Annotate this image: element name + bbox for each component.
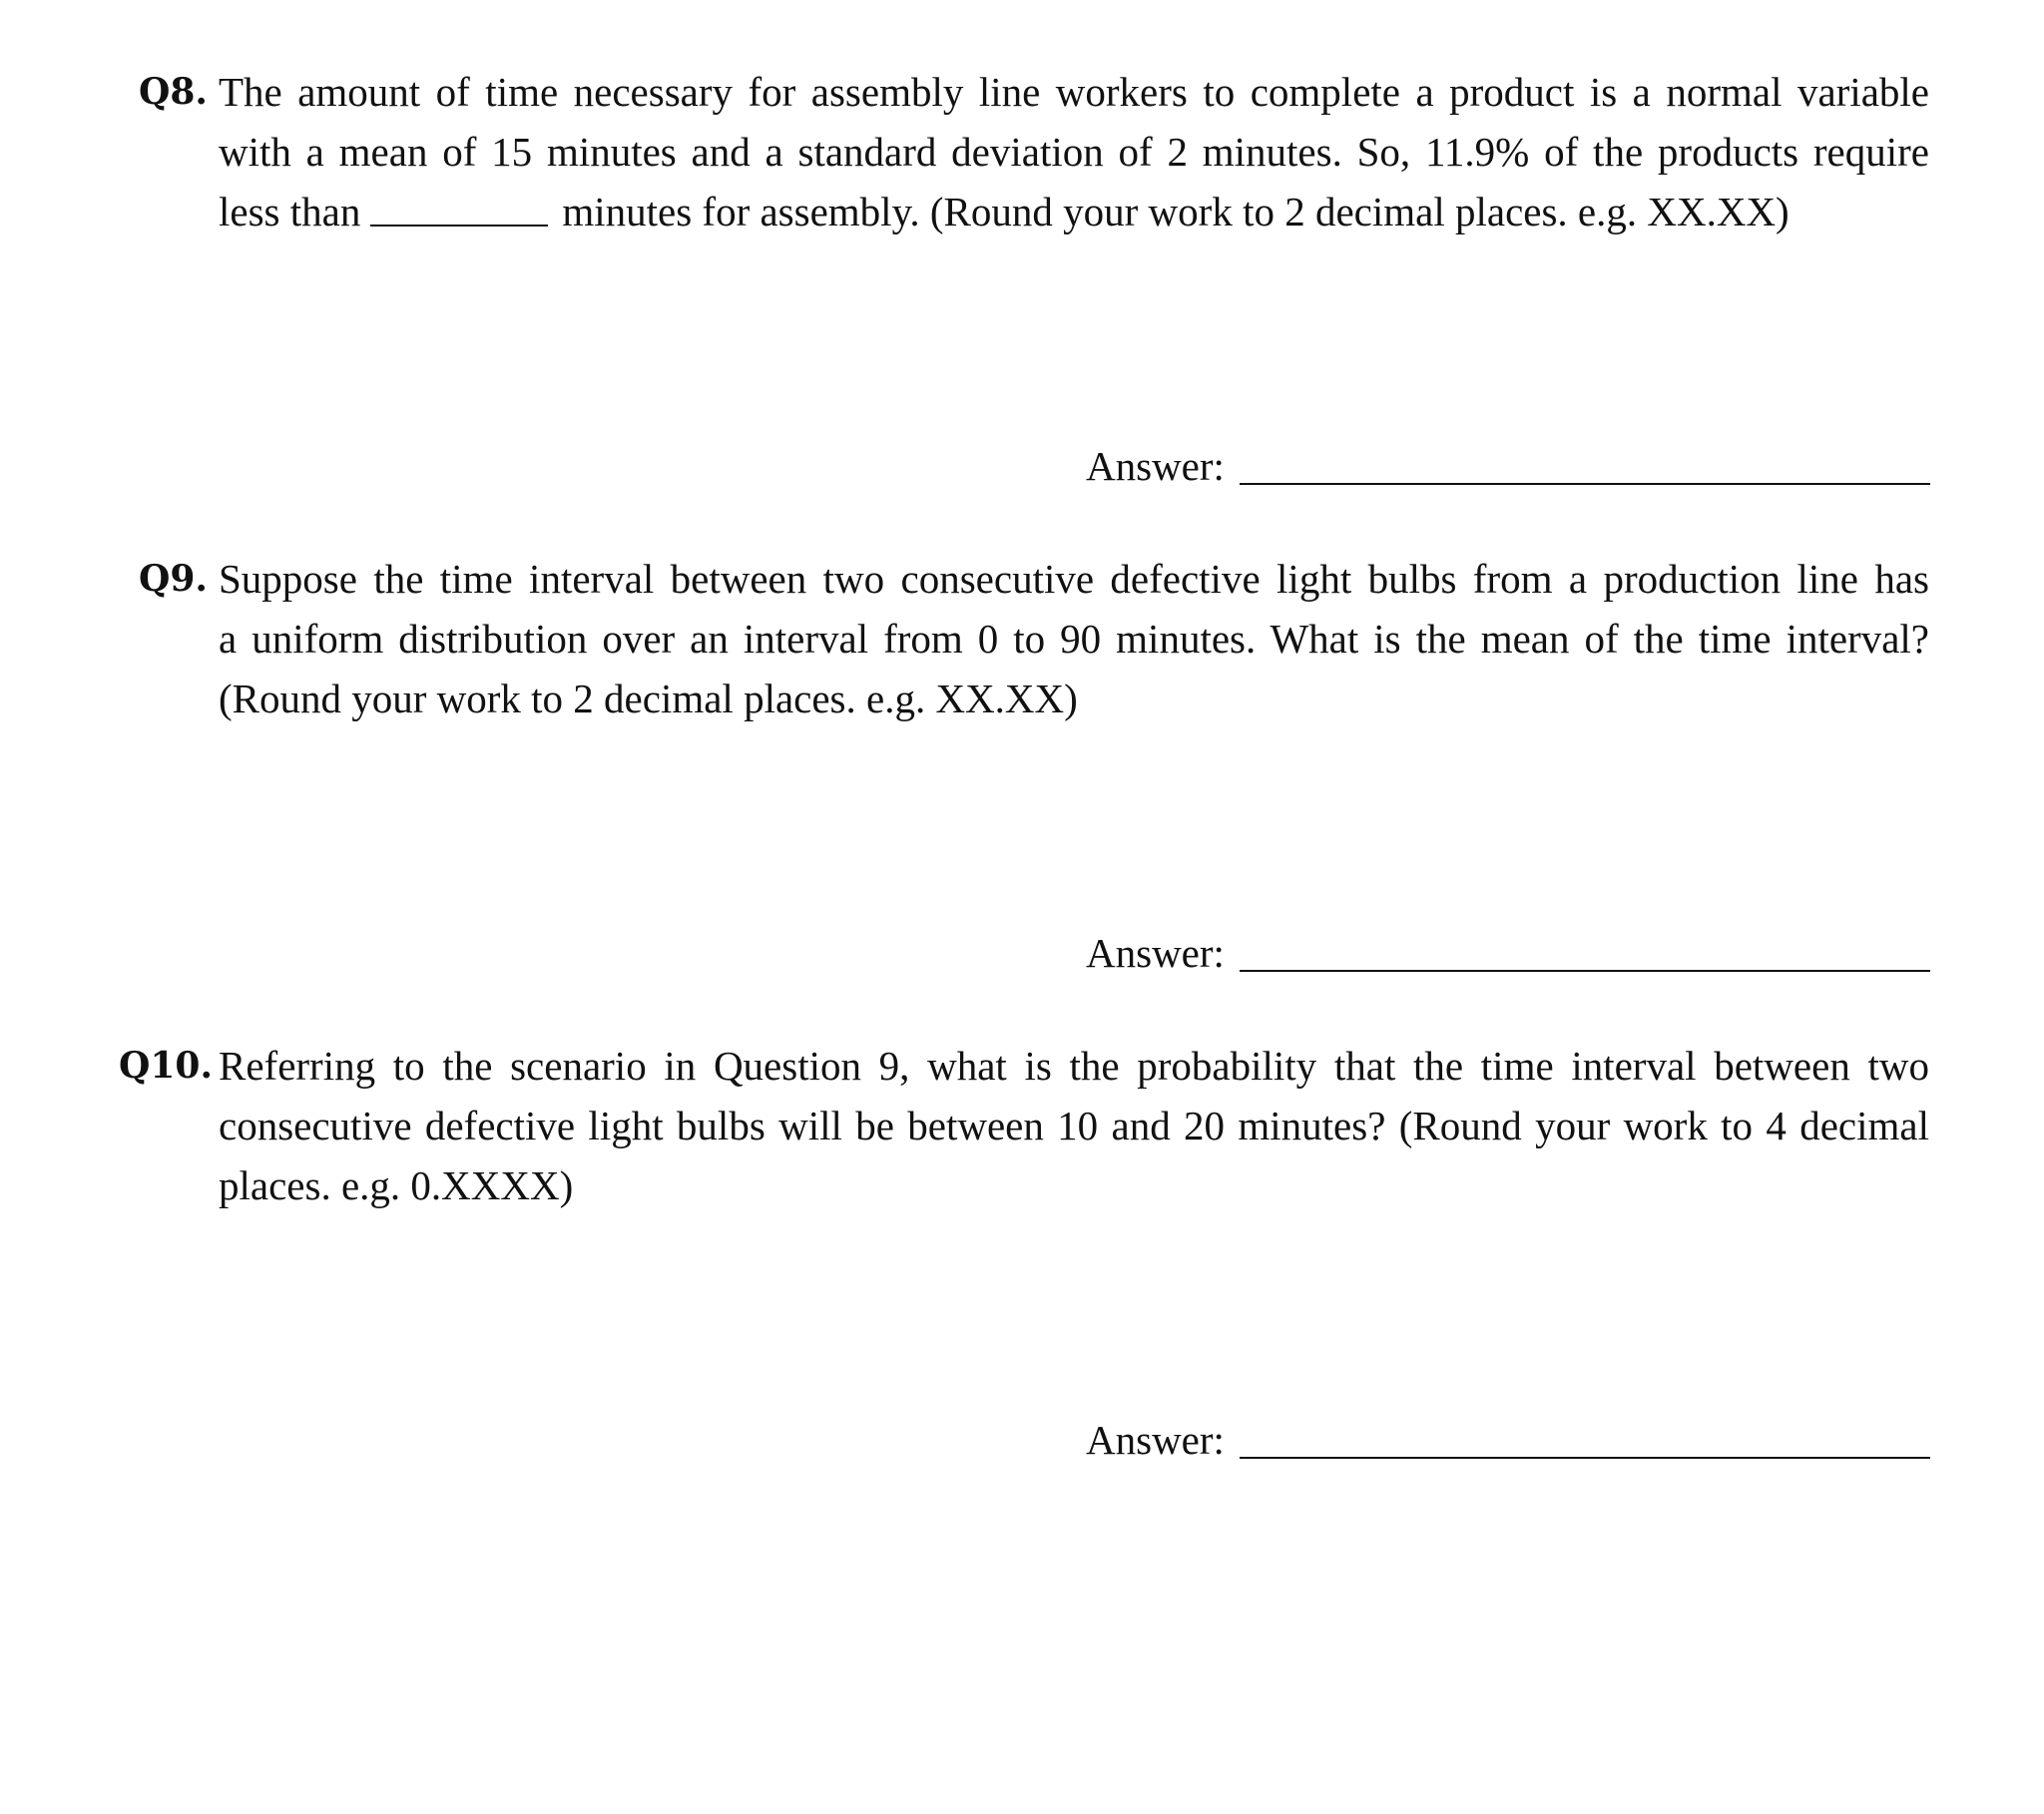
answer-row-q9 xyxy=(1086,923,1944,983)
question-text-line: Referring to the scenario in Question 9, what is the probability that the time interval between two xyxy=(219,1043,1929,1089)
question-text-line xyxy=(219,182,1789,241)
question-text-line: a uniform distribution over an interval from 0 to 90 minutes. What is the mean of the time interval? xyxy=(219,616,1929,662)
answer-label: Answer: xyxy=(1086,1417,1225,1463)
answer-blank[interactable] xyxy=(1240,1457,1930,1459)
question-label: Q10. xyxy=(119,1045,213,1087)
answer-row-q10 xyxy=(1086,1410,1944,1470)
answer-row-q8 xyxy=(1086,436,1944,496)
question-text-fragment: less than xyxy=(219,189,361,234)
question-text-line: Suppose the time interval between two consecutive defective light bulbs from a production line has xyxy=(219,556,1929,602)
answer-blank[interactable] xyxy=(1240,970,1930,972)
fill-in-blank[interactable] xyxy=(370,225,548,227)
question-text-fragment: minutes for assembly. (Round your work to 2 decimal places. e.g. XX.XX) xyxy=(562,189,1789,234)
answer-blank[interactable] xyxy=(1240,483,1930,485)
answer-label: Answer: xyxy=(1086,930,1225,976)
question-text-line: places. e.g. 0.XXXX) xyxy=(219,1162,574,1208)
question-label: Q9. xyxy=(139,558,208,600)
question-text-line: consecutive defective light bulbs will be between 10 and 20 minutes? (Round your work to 4 decimal xyxy=(219,1103,1929,1148)
answer-label: Answer: xyxy=(1086,443,1225,489)
question-text-line: (Round your work to 2 decimal places. e.g. XX.XX) xyxy=(219,676,1078,721)
question-text-line: with a mean of 15 minutes and a standard deviation of 2 minutes. So, 11.9% of the products require xyxy=(219,129,1929,175)
question-text-line: The amount of time necessary for assembly line workers to complete a product is a normal variable xyxy=(219,69,1929,115)
question-label: Q8. xyxy=(139,71,208,113)
